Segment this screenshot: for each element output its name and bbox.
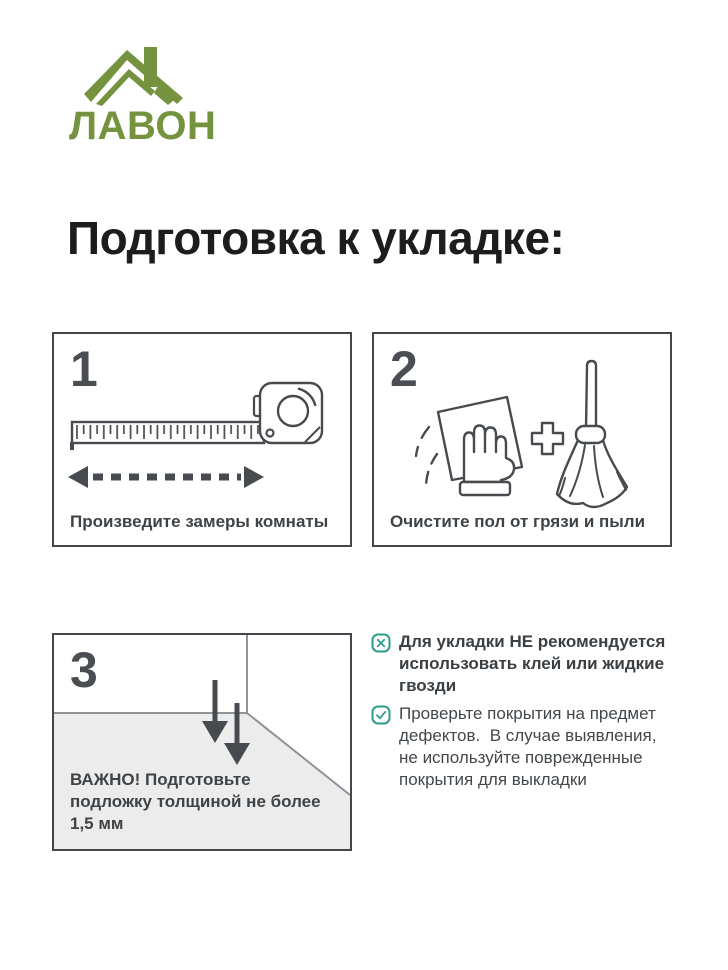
note-text: Проверьте покрытия на предмет дефектов. В случае выявления, не используйте поврежденные покрытия для выкладки	[399, 704, 662, 789]
measure-double-arrow	[68, 466, 264, 488]
roof-house-icon	[84, 46, 186, 106]
notes-list	[371, 631, 673, 797]
step-number: 1	[70, 341, 98, 397]
step-number: 3	[70, 642, 98, 698]
tape-hook	[70, 442, 74, 450]
caption-important-label: ВАЖНО!	[70, 770, 141, 789]
logo-roof-icon	[84, 46, 186, 106]
step-number: 2	[390, 341, 418, 397]
hand-cuff	[460, 482, 510, 495]
broom	[557, 361, 627, 507]
step-box-3	[52, 633, 352, 851]
plus-icon	[532, 423, 563, 454]
x-icon	[371, 633, 391, 653]
page-title: Подготовка к укладке:	[67, 212, 565, 264]
step-box-2	[372, 332, 672, 547]
step-box-1	[52, 332, 352, 547]
note-text: Для укладки НЕ рекомендуется использовать клей или жидкие гвозди	[399, 632, 671, 695]
broom-collar	[576, 426, 605, 443]
caption-text: Подготовьте подложку толщиной не более 1,5 мм	[70, 770, 321, 833]
step-caption	[70, 769, 330, 835]
broom-handle	[586, 361, 596, 428]
note-item-no-glue	[371, 631, 673, 697]
ruler-ticks	[75, 424, 259, 441]
step-caption: Очистите пол от грязи и пыли	[390, 512, 646, 531]
motion-lines	[416, 427, 437, 485]
logo-wordmark: ЛАВОН	[69, 104, 217, 148]
step-caption: Произведите замеры комнаты	[70, 512, 329, 531]
check-icon	[371, 705, 391, 725]
note-item-check-defects	[371, 703, 673, 791]
